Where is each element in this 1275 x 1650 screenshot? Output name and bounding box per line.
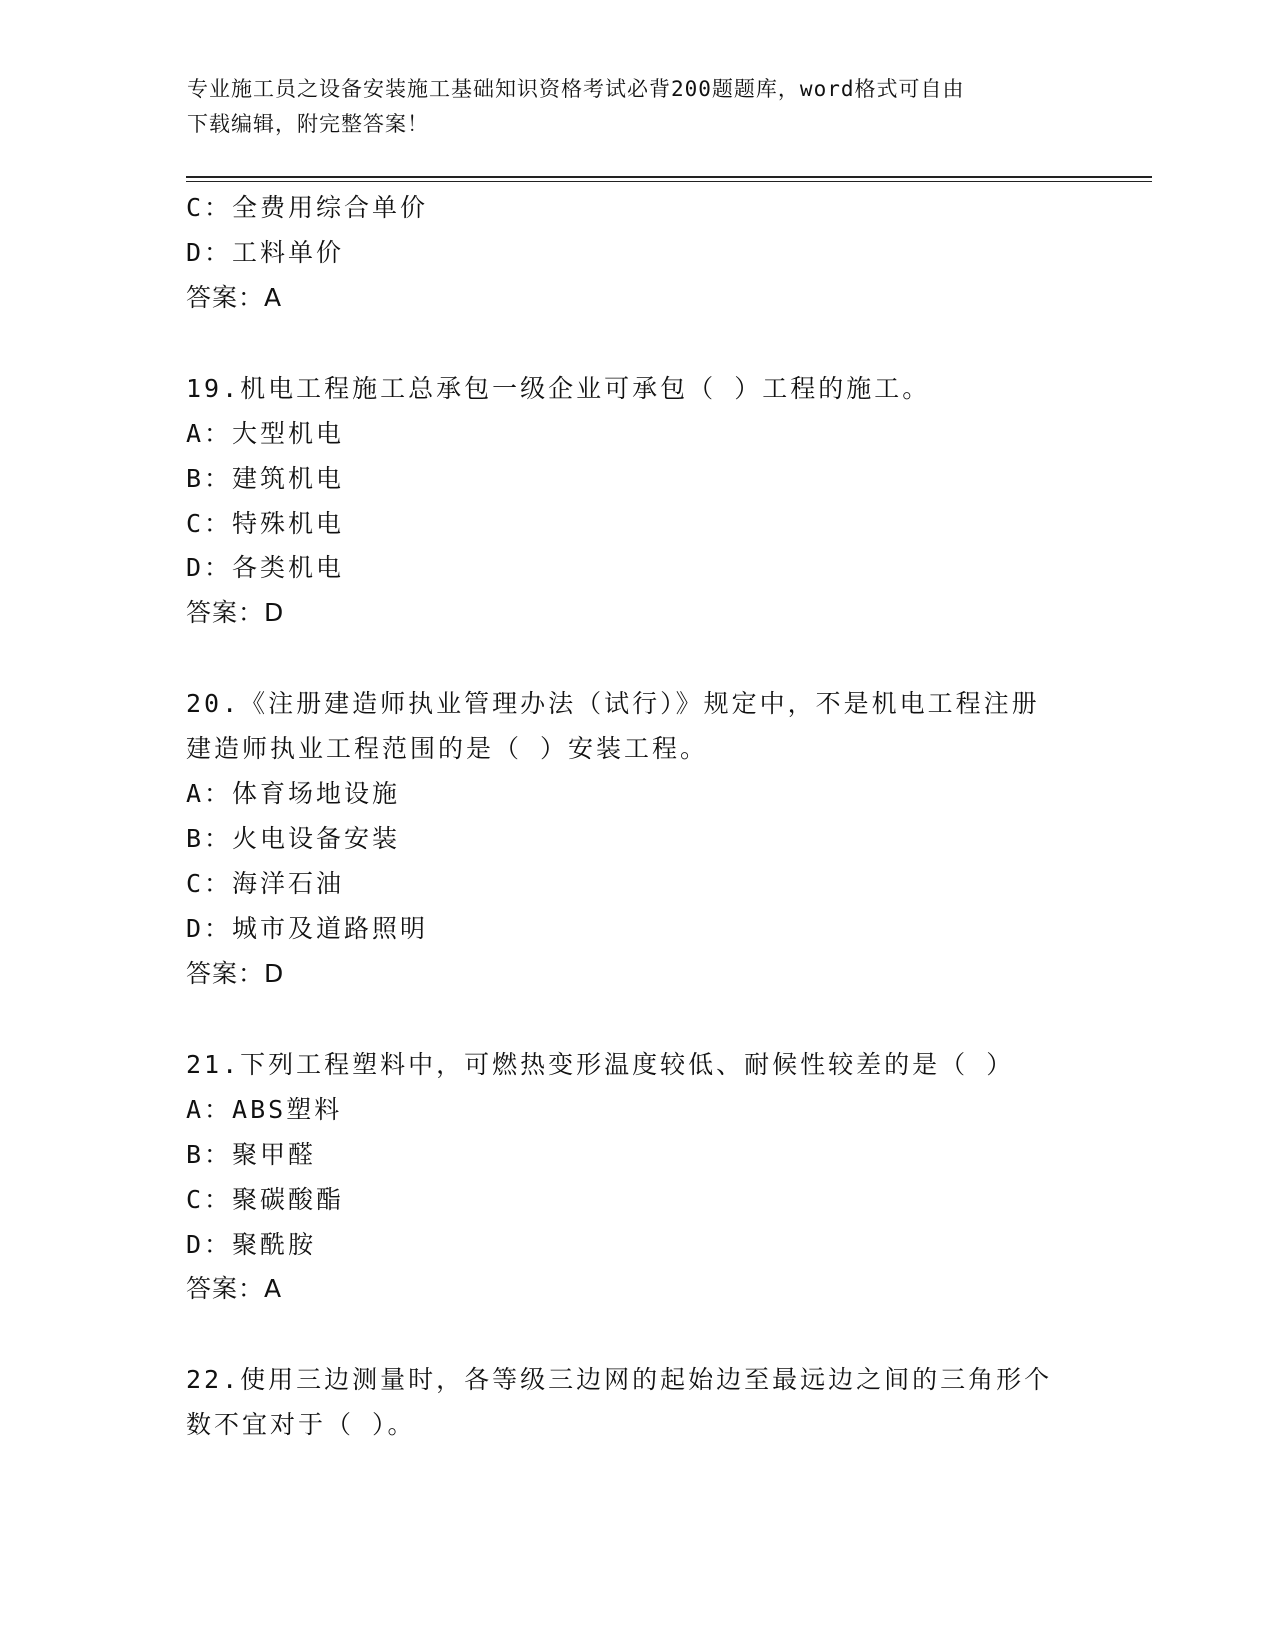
q19-option-c: C：特殊机电 <box>186 509 345 538</box>
q22-question-line-2: 数不宜对于（ ）。 <box>186 1410 416 1439</box>
header-line-1: 专业施工员之设备安装施工基础知识资格考试必背200题题库，word格式可自由 <box>187 77 965 101</box>
q21-question: 21.下列工程塑料中，可燃热变形温度较低、耐候性较差的是（ ） <box>186 1050 1015 1079</box>
q19-option-b: B：建筑机电 <box>186 464 345 493</box>
header-line-2: 下载编辑，附完整答案！ <box>187 112 429 136</box>
q19-answer: 答案：D <box>186 598 285 627</box>
q21-option-b: B：聚甲醛 <box>186 1140 317 1169</box>
q18-option-c: C：全费用综合单价 <box>186 193 429 222</box>
q21-option-c: C：聚碳酸酯 <box>186 1185 345 1214</box>
q22-question-line-1: 22.使用三边测量时，各等级三边网的起始边至最远边之间的三角形个 <box>186 1365 1053 1394</box>
q19-option-a: A：大型机电 <box>186 419 345 448</box>
q20-option-b: B：火电设备安装 <box>186 824 401 853</box>
header-divider-thick <box>186 176 1152 178</box>
document-header <box>187 72 1067 142</box>
q21-option-a: A：ABS塑料 <box>186 1095 343 1124</box>
q18-option-d: D：工料单价 <box>186 238 345 267</box>
q19-question: 19.机电工程施工总承包一级企业可承包（ ）工程的施工。 <box>186 374 931 403</box>
header-divider-thin <box>186 181 1152 182</box>
q18-answer: 答案：A <box>186 283 283 312</box>
q20-option-a: A：体育场地设施 <box>186 779 401 808</box>
q20-option-d: D：城市及道路照明 <box>186 914 429 943</box>
q21-answer: 答案：A <box>186 1274 283 1303</box>
q20-question-line-2: 建造师执业工程范围的是（ ）安装工程。 <box>186 734 709 763</box>
q19-option-d: D：各类机电 <box>186 553 345 582</box>
q21-option-d: D：聚酰胺 <box>186 1230 317 1259</box>
q20-answer: 答案：D <box>186 959 285 988</box>
q20-question-line-1: 20.《注册建造师执业管理办法（试行）》规定中，不是机电工程注册 <box>186 689 1040 718</box>
q20-option-c: C：海洋石油 <box>186 869 345 898</box>
